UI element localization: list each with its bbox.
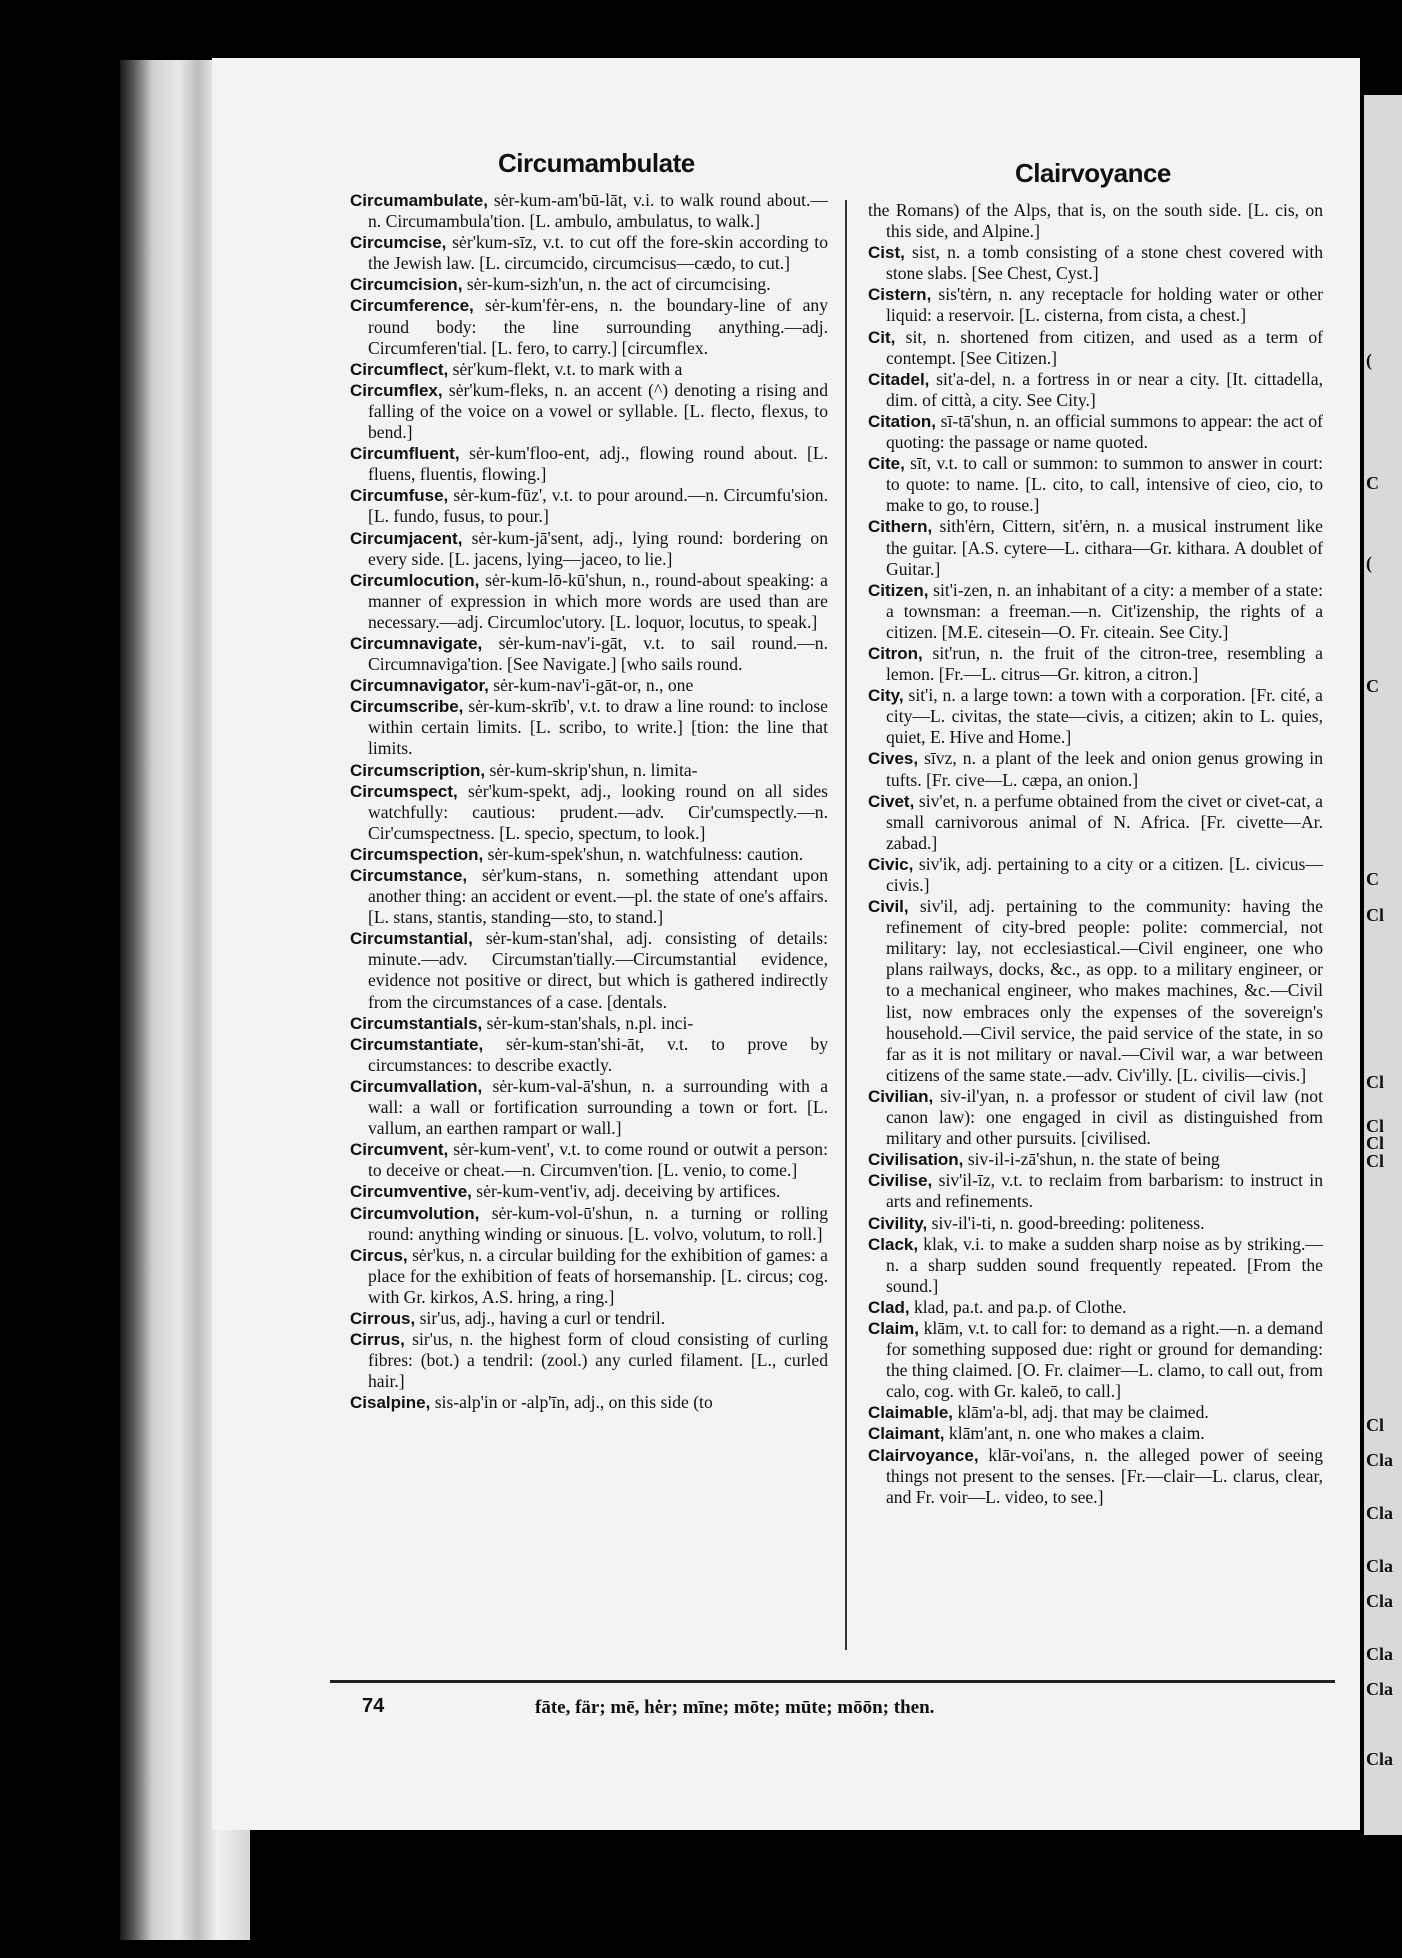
definition: siv'il-īz, v.t. to reclaim from barbarism: to instruct in arts and refinements. (886, 1170, 1323, 1212)
definition: sėr-kum-vent'iv, adj. deceiving by artifices. (471, 1181, 781, 1202)
dictionary-entry (868, 1297, 1323, 1318)
definition: sī-tā'shun, n. an official summons to appear: the act of quoting: the passage or name quoted. (886, 410, 1323, 453)
definition: sėr-kum-stan'shals, n.pl. inci- (482, 1012, 694, 1033)
definition: sit, n. shortened from citizen, and used as a term of contempt. [See Citizen.] (886, 326, 1323, 368)
definition: sėr-kum-skrīb', v.t. to draw a line round: to inclose within certain limits. [L. scribo, to write.] [tion: the line that limits. (368, 696, 828, 759)
dictionary-entry (868, 453, 1323, 516)
dictionary-entry (868, 1149, 1323, 1170)
dictionary-entry (868, 242, 1323, 284)
pronunciation-key: fāte, fär; mē, hėr; mīne; mōte; mūte; mōōn; then. (535, 1697, 935, 1718)
next-page-fragment: ( (1366, 350, 1372, 371)
headword: Clairvoyance, (868, 1445, 979, 1465)
headword: Circumlocution, (350, 570, 480, 590)
headword: Civil, (868, 897, 909, 917)
next-page-fragment: Cl (1366, 1115, 1384, 1136)
definition: sith'ėrn, Cittern, sit'ėrn, n. a musical instrument like the guitar. [A.S. cytere—L. cithara—Gr. kithara. A doublet of Guitar.] (886, 516, 1323, 579)
dictionary-entry (350, 1203, 828, 1245)
definition: sis'tėrn, n. any receptacle for holding water or other liquid: a reservoir. [L. cisterna, from cista, a chest.] (886, 284, 1323, 326)
dictionary-entry (868, 411, 1323, 453)
dictionary-entry (868, 1318, 1323, 1402)
headword: Clad, (868, 1297, 910, 1317)
dictionary-entry (868, 516, 1323, 579)
headword: Cithern, (868, 517, 933, 537)
definition: sėr'kum-spekt, adj., looking round on all sides watchfully: cautious: prudent.—adv. Cir'cumspectly.—n. Cir'cumspectness. [L. specio, spectum, to look.] (368, 780, 828, 843)
column-divider (845, 200, 847, 1650)
headword: Cirrus, (350, 1330, 405, 1350)
next-page-fragment: C (1366, 473, 1379, 494)
headword: Civet, (868, 791, 915, 811)
definition: klak, v.i. to make a sudden sharp noise as by striking.—n. a sharp sudden sound frequently repeated. [From the sound.] (886, 1233, 1323, 1296)
dictionary-entry (350, 1329, 828, 1392)
dictionary-entry (350, 190, 828, 232)
definition: sėr-kum-stan'shal, adj. consisting of details: minute.—adv. Circumstan'tially.—Circumstantial evidence, evidence not positive or direct, but which is gathered indirectly from the circumstances of a case. [dentals. (368, 928, 828, 1012)
right-column (868, 200, 1323, 1508)
dictionary-entry (868, 1402, 1323, 1423)
definition: sėr-kum-spek'shun, n. watchfulness: caution. (483, 843, 804, 864)
headword: Circumflex, (350, 380, 443, 400)
dictionary-entry (350, 781, 828, 844)
next-page-fragment: Cl (1366, 1133, 1384, 1154)
page-number: 74 (362, 1695, 385, 1717)
headword: Civility, (868, 1213, 928, 1233)
dictionary-entry (868, 1445, 1323, 1508)
definition: sėr-kum-vol-ū'shun, n. a turning or rolling round: anything winding or sinuous. [L. volvo, volutum, to roll.] (368, 1202, 828, 1244)
definition: sit'i-zen, n. an inhabitant of a city: a member of a state: a townsman: a freeman.—n. Cit'izenship, the rights of a citizen. [M.E. citesein—O. Fr. citeain. See City.] (886, 579, 1323, 642)
headword: Circumnavigate, (350, 633, 483, 653)
dictionary-entry (350, 1308, 828, 1329)
dictionary-entry (350, 485, 828, 527)
definition: sėr-kum-vent', v.t. to come round or outwit a person: to deceive or cheat.—n. Circumven'tion. [L. venio, to come.] (368, 1139, 828, 1181)
headword: Cives, (868, 749, 919, 769)
headword: Cit, (868, 327, 896, 347)
dictionary-entry (868, 896, 1323, 1086)
headword: Circumference, (350, 296, 474, 316)
dictionary-entry (868, 284, 1323, 326)
dictionary-entry (350, 1034, 828, 1076)
dictionary-entry (350, 1139, 828, 1181)
definition: siv'il, adj. pertaining to the community: having the refinement of city-bred people: polite: commercial, not military: lay, not ecclesiastical.—Civil engineer, one who plans railways, docks, &c., as opp. to a military engineer, or to a mechanical engineer, who makes machines, &c.—Civil list, now embraces only the expenses of the sovereign's household.—Civil service, the paid service of the state, in so far as it is not military or naval.—Civil war, a war between citizens of the same state.—adv. Civ'illy. [L. civilis—civis.] (886, 896, 1323, 1085)
definition: sėr'kum-fleks, n. an accent (^) denoting a rising and falling of the voice on a vowel or syllable. [L. flecto, flexus, to bend.] (368, 379, 828, 443)
definition: siv-il-i-zā'shun, n. the state of being (963, 1149, 1220, 1170)
dictionary-entry (350, 633, 828, 675)
definition: sit'run, n. the fruit of the citron-tree, resembling a lemon. [Fr.—L. citrus—Gr. kitron, a citron.] (886, 642, 1323, 685)
headword: City, (868, 686, 904, 706)
dictionary-entry (350, 1013, 828, 1034)
headword: Circumflect, (350, 359, 449, 379)
definition: sėr-kum-val-ā'shun, n. a surrounding with a wall: a wall or fortification surrounding a town or fort. [L. vallum, an earthen rampart or wall.] (368, 1075, 828, 1139)
next-page-fragment: C (1366, 869, 1379, 890)
next-page-fragment: Cla (1366, 1749, 1393, 1770)
dictionary-entry (350, 443, 828, 485)
dictionary-entry (350, 675, 828, 696)
dictionary-entry (350, 760, 828, 781)
left-column (350, 190, 828, 1413)
dictionary-entry (868, 200, 1323, 242)
headword: Civilise, (868, 1171, 933, 1191)
headword: Cisalpine, (350, 1393, 431, 1413)
dictionary-entry (868, 1234, 1323, 1297)
definition: siv-il'i-ti, n. good-breeding: politeness. (927, 1212, 1205, 1233)
dictionary-entry (868, 1170, 1323, 1212)
dictionary-entry (350, 696, 828, 759)
next-page-fragment: Cla (1366, 1591, 1393, 1611)
definition: sėr-kum-fūz', v.t. to pour around.—n. Circumfu'sion. [L. fundo, fusus, to pour.] (368, 485, 828, 527)
running-head-left: Circumambulate (498, 148, 695, 178)
next-page-fragment: Cla (1366, 1643, 1393, 1664)
dictionary-entry (868, 1423, 1323, 1444)
dictionary-entry (868, 369, 1323, 411)
definition: sėr'kum-flekt, v.t. to mark with a (448, 358, 683, 379)
headword: Circumscription, (350, 760, 486, 780)
headword: Circumvallation, (350, 1076, 483, 1096)
definition: sīvz, n. a plant of the leek and onion genus growing in tufts. [Fr. cive—L. cæpa, an onion.] (886, 748, 1323, 790)
dictionary-entry (350, 865, 828, 928)
next-page-edge (1364, 95, 1402, 1835)
headword: Citadel, (868, 369, 930, 389)
dictionary-entry (868, 643, 1323, 685)
definition: klām, v.t. to call for: to demand as a right.—n. a demand for something supposed due: right or ground for demanding: the thing claimed. [O. Fr. claimer—L. clamo, to call out, from calo, cog. with Gr. kaleō, to call.] (886, 1317, 1323, 1402)
definition: sėr-kum'fėr-ens, n. the boundary-line of any round body: the line surrounding anything.—adj. Circumferen'tial. [L. fero, to carry.] [circumflex. (368, 295, 828, 358)
definition: sėr-kum-nav'i-gāt-or, n., one (488, 675, 694, 696)
next-page-fragment: Cla (1366, 1679, 1393, 1699)
next-page-fragment: Cla (1366, 1555, 1393, 1576)
headword: Circumcision, (350, 275, 463, 295)
dictionary-entry (868, 748, 1323, 790)
definition: the Romans) of the Alps, that is, on the south side. [L. cis, on this side, and Alpine.] (868, 200, 1323, 242)
dictionary-entry (868, 1086, 1323, 1149)
definition: sėr-kum'floo-ent, adj., flowing round about. [L. fluens, fluentis, flowing.] (368, 443, 828, 485)
definition: sėr-kum-am'bū-lāt, v.i. to walk round about.—n. Circumambula'tion. [L. ambulo, ambulatus, to walk.] (368, 190, 828, 232)
definition: sėr-kum-lō-kū'shun, n., round-about speaking: a manner of expression in which more words are used than are necessary.—adj. Circumloc'utory. [L. loquor, locutus, to speak.] (368, 569, 828, 632)
definition: sėr-kum-jā'sent, adj., lying round: bordering on every side. [L. jacens, lying—jaceo, to lie.] (368, 527, 828, 569)
dictionary-entry (350, 844, 828, 865)
definition: sėr-kum-sizh'un, n. the act of circumcising. (462, 274, 771, 295)
footer-rule (330, 1680, 1335, 1683)
headword: Circumambulate, (350, 191, 488, 210)
headword: Circumscribe, (350, 697, 464, 717)
headword: Circumstantial, (350, 929, 473, 949)
headword: Civilian, (868, 1086, 934, 1106)
dictionary-entry (350, 380, 828, 443)
headword: Cist, (868, 243, 905, 263)
definition: sėr'kum-sīz, v.t. to cut off the fore-skin according to the Jewish law. [L. circumcido, circumcisus—cædo, to cut.] (368, 232, 828, 274)
running-head-right: Clairvoyance (1015, 158, 1171, 188)
definition: sīt, v.t. to call or summon: to summon to answer in court: to quote: to name. [L. cito, to call, intensive of cieo, cio, to make to go, to rouse.] (886, 453, 1323, 516)
headword: Civic, (868, 854, 914, 874)
headword: Circumfuse, (350, 486, 449, 506)
dictionary-entry (350, 528, 828, 570)
definition: sist, n. a tomb consisting of a stone chest covered with stone slabs. [See Chest, Cyst.] (886, 242, 1323, 284)
next-page-fragment: ( (1366, 552, 1372, 573)
definition: sit'i, n. a large town: a town with a corporation. [Fr. cité, a city—L. civitas, the state—civis, a citizen; akin to L. quies, quiet, E. Hive and Home.] (886, 685, 1323, 748)
headword: Civilisation, (868, 1150, 964, 1170)
headword: Circumjacent, (350, 528, 463, 548)
headword: Clack, (868, 1234, 919, 1254)
next-page-fragment: Cl (1366, 1151, 1384, 1171)
definition: siv-il'yan, n. a professor or student of civil law (not canon law): one engaged in civil as distinguished from military and other pursuits. [civilised. (886, 1085, 1323, 1149)
headword: Circumnavigator, (350, 676, 489, 696)
dictionary-entry (868, 327, 1323, 369)
definition: sir'us, n. the highest form of cloud consisting of curling fibres: (bot.) a tendril: (zool.) any curled filament. [L., curled hair.] (368, 1329, 828, 1392)
headword: Claim, (868, 1318, 920, 1338)
definition: siv'ik, adj. pertaining to a city or a citizen. [L. civicus—civis.] (886, 853, 1323, 895)
headword: Cistern, (868, 285, 932, 305)
dictionary-entry (868, 580, 1323, 643)
definition: klār-voi'ans, n. the alleged power of seeing things not present to the senses. [Fr.—clair—L. clarus, clear, and Fr. voir—L. video, to see.] (886, 1444, 1323, 1507)
headword: Circumstantiate, (350, 1034, 484, 1054)
definition: sis-alp'in or -alp'īn, adj., on this side (to (430, 1392, 713, 1413)
headword: Cite, (868, 454, 905, 474)
dictionary-entry (350, 928, 828, 1012)
headword: Circumstantials, (350, 1013, 483, 1033)
definition: klad, pa.t. and pa.p. of Clothe. (909, 1296, 1127, 1317)
dictionary-entry (868, 854, 1323, 896)
dictionary-entry (868, 791, 1323, 854)
headword: Cirrous, (350, 1308, 416, 1328)
next-page-fragment: Cl (1366, 904, 1384, 925)
headword: Circumvent, (350, 1140, 449, 1160)
headword: Circus, (350, 1245, 408, 1265)
dictionary-entry (350, 1076, 828, 1139)
headword: Circumventive, (350, 1182, 472, 1202)
headword: Circumspect, (350, 781, 458, 801)
dictionary-entry (350, 359, 828, 380)
definition: sit'a-del, n. a fortress in or near a city. [It. cittadella, dim. of città, a city. See City.] (886, 368, 1323, 410)
headword: Citizen, (868, 580, 929, 600)
dictionary-entry (868, 1213, 1323, 1234)
dictionary-entry (868, 685, 1323, 748)
headword: Claimant, (868, 1424, 945, 1444)
headword: Citation, (868, 411, 936, 431)
definition: sėr-kum-stan'shi-āt, v.t. to prove by circumstances: to describe exactly. (368, 1033, 828, 1075)
dictionary-entry (350, 295, 828, 358)
headword: Claimable, (868, 1403, 954, 1423)
next-page-fragment: C (1366, 675, 1379, 696)
headword: Circumvolution, (350, 1203, 480, 1223)
definition: klām'ant, n. one who makes a claim. (944, 1423, 1205, 1444)
definition: sėr'kus, n. a circular building for the exhibition of games: a place for the exhibition of feats of horsemanship. [L. circus; cog. with Gr. kirkos, A.S. hring, a ring.] (368, 1244, 828, 1307)
headword: Circumstance, (350, 866, 468, 885)
definition: sėr-kum-skrip'shun, n. limita- (485, 759, 698, 780)
next-page-fragment: Cl (1366, 1415, 1384, 1435)
dictionary-entry (350, 274, 828, 295)
next-page-fragment: Cla (1366, 1450, 1393, 1471)
dictionary-entry (350, 570, 828, 633)
next-page-fragment: Cl (1366, 1071, 1384, 1092)
definition: sir'us, adj., having a curl or tendril. (415, 1307, 666, 1328)
dictionary-entry (350, 232, 828, 274)
dictionary-entry (350, 1392, 828, 1413)
dictionary-entry (350, 1245, 828, 1308)
next-page-fragment: Cla (1366, 1503, 1393, 1523)
headword: Circumfluent, (350, 444, 460, 464)
dictionary-entry (350, 1181, 828, 1202)
definition: klām'a-bl, adj. that may be claimed. (953, 1402, 1209, 1423)
headword: Circumcise, (350, 233, 447, 253)
definition: siv'et, n. a perfume obtained from the civet or civet-cat, a small carnivorous animal of N. Africa. [Fr. civette—Ar. zabad.] (886, 790, 1323, 853)
headword: Citron, (868, 643, 923, 663)
headword: Circumspection, (350, 844, 484, 864)
definition: sėr-kum-nav'i-gāt, v.t. to sail round.—n. Circumnaviga'tion. [See Navigate.] [who sails round. (368, 632, 828, 675)
definition: sėr'kum-stans, n. something attendant upon another thing: an accident or event.—pl. the state of one's affairs. [L. stans, stantis, standing—sto, to stand.] (368, 865, 828, 928)
